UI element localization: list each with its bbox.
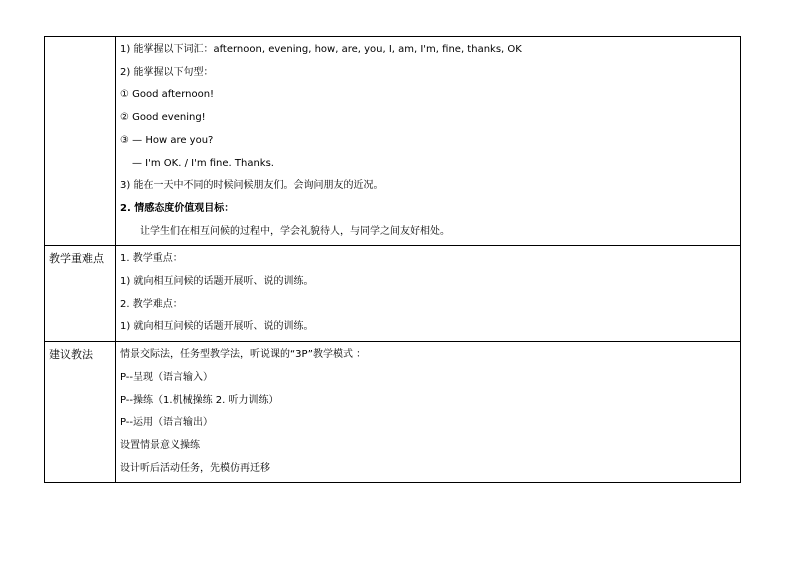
lesson-plan-table (44, 36, 741, 483)
table-row (45, 342, 741, 483)
content-line: 1) 就向相互问候的话题开展听、说的训练。 (120, 321, 314, 333)
table-row (45, 37, 741, 246)
table-row (45, 246, 741, 342)
content-line: ① Good afternoon! (120, 89, 215, 101)
content-line: 设计听后活动任务，先模仿再迁移 (120, 462, 270, 474)
content-line: P--呈现（语言输入） (120, 371, 214, 383)
content-line: 让学生们在相互问候的过程中，学会礼貌待人，与同学之间友好相处。 (140, 225, 450, 237)
row-label: 教学重难点 (45, 246, 116, 342)
row-content (116, 246, 741, 342)
content-line: 设置情景意义操练 (120, 439, 200, 451)
content-line: P--操练（1.机械操练 2. 听力训练） (120, 394, 279, 406)
table-body (45, 37, 741, 483)
content-line: 1. 教学重点： (120, 253, 183, 265)
row-label: 建议教法 (45, 342, 116, 483)
content-line: 2. 教学难点： (120, 298, 183, 310)
row-content (116, 342, 741, 483)
row-label (45, 37, 116, 246)
content-line: 1) 就向相互问候的话题开展听、说的训练。 (120, 276, 314, 288)
row-content (116, 37, 741, 246)
content-line: 2) 能掌握以下句型： (120, 66, 214, 78)
content-line: 情景交际法，任务型教学法，听说课的“3P”教学模式 ： (120, 349, 367, 361)
content-line: ② Good evening! (120, 112, 206, 124)
content-line: 1) 能掌握以下词汇：afternoon, evening, how, are, you, I, am, I'm, fine, thanks, OK (120, 44, 522, 55)
content-line: P--运用（语言输出） (120, 417, 214, 429)
content-line: 2. 情感态度价值观目标： (120, 202, 235, 214)
content-line: ③ — How are you? (120, 134, 214, 146)
content-line: — I'm OK. / I'm fine. Thanks. (132, 157, 274, 169)
content-line: 3) 能在一天中不同的时候问候朋友们。会询问朋友的近况。 (120, 180, 384, 192)
